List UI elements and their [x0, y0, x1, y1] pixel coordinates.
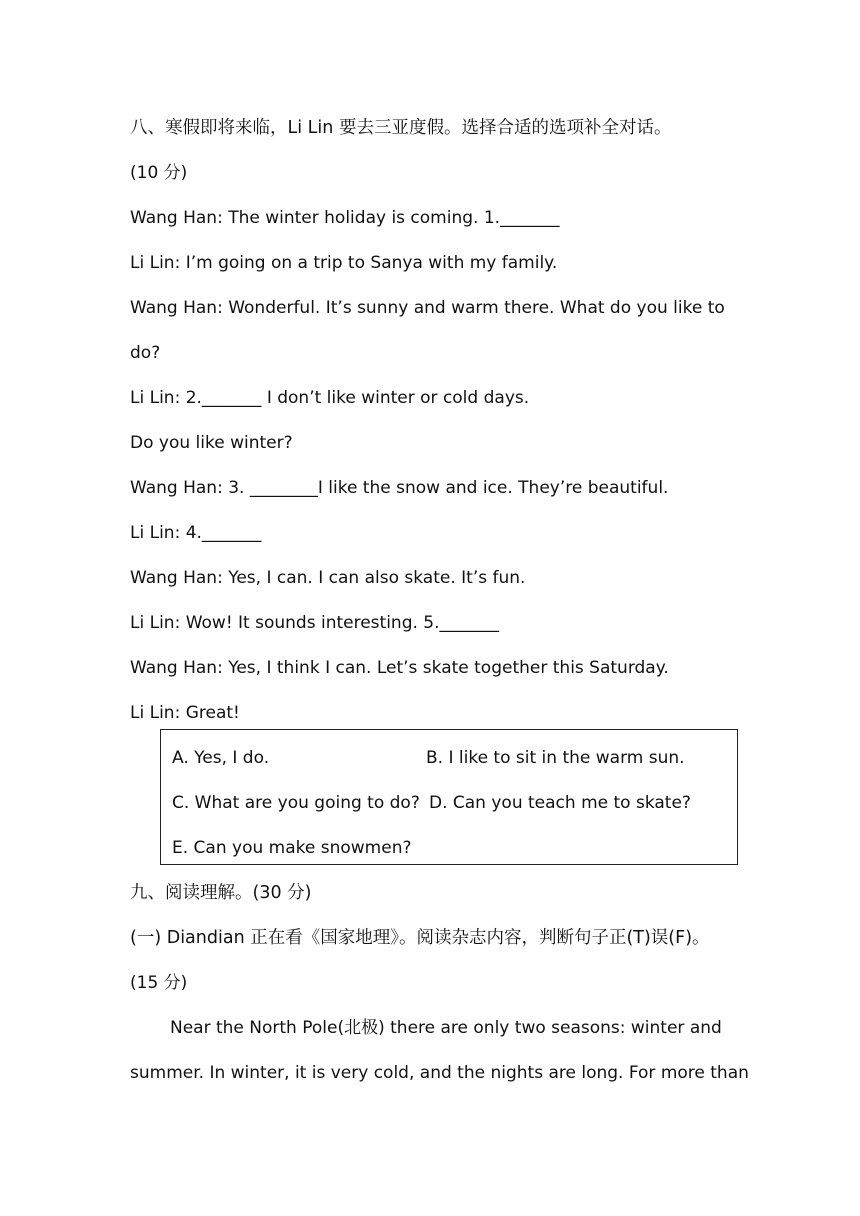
option-a: A. Yes, I do. — [172, 748, 270, 768]
options-box — [160, 729, 738, 865]
section-8-heading: 八、寒假即将来临，Li Lin 要去三亚度假。选择合适的选项补全对话。 — [130, 118, 672, 138]
dialogue-line: Li Lin: Great! — [130, 703, 240, 723]
dialogue-line: Li Lin: 4._______ — [130, 523, 262, 543]
dialogue-line: Wang Han: Yes, I think I can. Let’s skate together this Saturday. — [130, 658, 669, 678]
dialogue-line: Li Lin: 2._______ I don’t like winter or cold days. — [130, 388, 530, 408]
section-9-heading: 九、阅读理解。(30 分) — [130, 883, 312, 903]
section-9-sub-score: (15 分) — [130, 973, 188, 993]
dialogue-line: Li Lin: I’m going on a trip to Sanya with my family. — [130, 253, 558, 273]
option-b: B. I like to sit in the warm sun. — [426, 748, 685, 768]
dialogue-line: Wang Han: The winter holiday is coming. 1._______ — [130, 208, 560, 228]
section-8-score: (10 分) — [130, 163, 188, 183]
option-e: E. Can you make snowmen? — [172, 838, 412, 858]
passage-line: summer. In winter, it is very cold, and the nights are long. For more than — [130, 1063, 749, 1083]
dialogue-line: Wang Han: Yes, I can. I can also skate. It’s fun. — [130, 568, 526, 588]
dialogue-line: Wang Han: Wonderful. It’s sunny and warm there. What do you like to — [130, 298, 725, 318]
dialogue-line: Wang Han: 3. ________I like the snow and ice. They’re beautiful. — [130, 478, 669, 498]
passage-line: Near the North Pole(北极) there are only two seasons: winter and — [170, 1018, 722, 1038]
dialogue-line: do? — [130, 343, 161, 363]
dialogue-line: Li Lin: Wow! It sounds interesting. 5._______ — [130, 613, 500, 633]
section-9-subheading: (一) Diandian 正在看《国家地理》。阅读杂志内容，判断句子正(T)误(F)。 — [130, 928, 710, 948]
option-c: C. What are you going to do? — [172, 793, 420, 813]
dialogue-line: Do you like winter? — [130, 433, 293, 453]
option-d: D. Can you teach me to skate? — [429, 793, 691, 813]
